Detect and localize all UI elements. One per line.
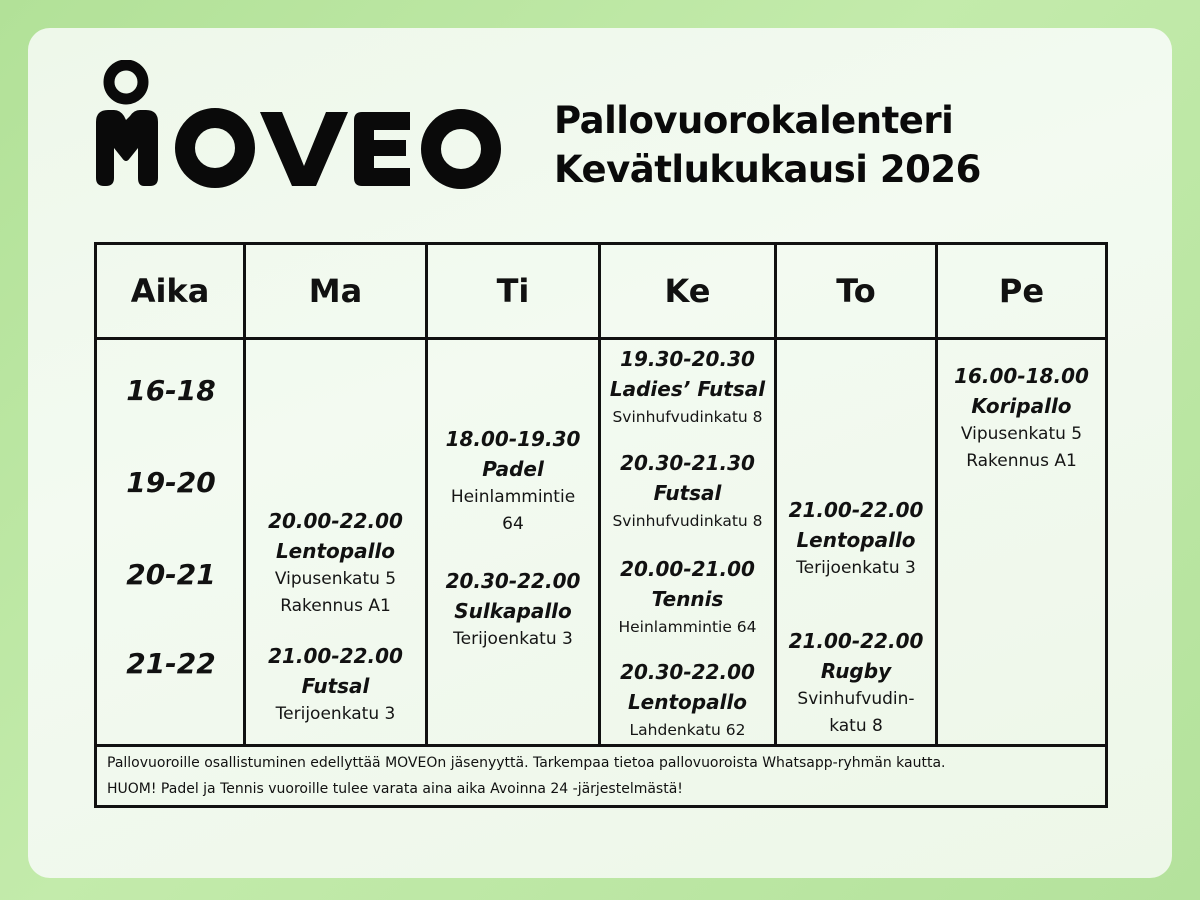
- session-sport: Lentopallo: [627, 690, 748, 714]
- session-address: Svinhufvudinkatu 8: [612, 408, 763, 426]
- schedule-table: [94, 242, 1108, 808]
- session-pe-koripallo: [938, 361, 1105, 475]
- session-time: 21.00-22.00: [268, 644, 403, 668]
- footer-booking-note: HUOM! Padel ja Tennis vuoroille tulee varata aina aika Avoinna 24 -järjestelmästä!: [107, 781, 683, 797]
- session-time: 20.00-22.00: [268, 509, 403, 533]
- session-ti-padel: [428, 424, 598, 538]
- session-address: Terijoenkatu 3: [453, 629, 573, 649]
- time-slot: 19-20: [126, 466, 216, 499]
- session-sport: Futsal: [653, 481, 722, 505]
- session-address: Svinhufvudinkatu 8: [612, 512, 763, 530]
- session-to-lentopallo: [777, 495, 935, 582]
- header-aika: Aika: [130, 272, 210, 310]
- header-divider: [97, 337, 1105, 340]
- session-time: 20.00-21.00: [620, 557, 755, 581]
- session-ke-ladies-futsal: [601, 344, 774, 431]
- session-sport: Rugby: [820, 659, 892, 683]
- header-ma: Ma: [308, 272, 363, 310]
- session-ke-lentopallo: [601, 657, 774, 744]
- session-ma-lentopallo: [246, 506, 425, 620]
- session-address: Heinlammintie: [450, 487, 576, 507]
- session-ke-tennis: [601, 554, 774, 641]
- time-slot: 20-21: [126, 558, 216, 591]
- session-time: 21.00-22.00: [788, 498, 924, 522]
- session-time: 21.00-22.00: [788, 629, 924, 653]
- footer-divider: [97, 744, 1105, 747]
- session-address: Lahdenkatu 62: [629, 721, 746, 739]
- header-ti: Ti: [496, 272, 530, 310]
- moveo-logo: [92, 60, 512, 190]
- session-address: Rakennus A1: [280, 596, 391, 616]
- session-ke-futsal: [601, 448, 774, 535]
- session-sport: Padel: [482, 457, 544, 481]
- header-ke: Ke: [664, 272, 711, 310]
- time-slot: 16-18: [126, 374, 216, 407]
- session-to-rugby: [777, 626, 935, 740]
- session-time: 18.00-19.30: [445, 427, 581, 451]
- moveo-logo-graphic: [92, 60, 512, 190]
- session-time: 20.30-22.00: [620, 660, 755, 684]
- session-sport: Koripallo: [971, 394, 1072, 418]
- session-ti-sulkapallo: [428, 566, 598, 653]
- session-address: Vipusenkatu 5: [274, 569, 397, 589]
- session-address: Vipusenkatu 5: [960, 424, 1083, 444]
- session-sport: Futsal: [301, 674, 370, 698]
- session-ma-futsal: [246, 641, 425, 728]
- session-address: Heinlammintie 64: [618, 618, 757, 636]
- session-sport: Lentopallo: [796, 528, 916, 552]
- session-address: Terijoenkatu 3: [275, 704, 396, 724]
- header-to: To: [836, 272, 876, 310]
- header-pe: Pe: [998, 272, 1045, 310]
- session-address: Terijoenkatu 3: [796, 558, 916, 578]
- person-icon: [109, 65, 143, 99]
- title-line-2: Kevätlukukausi 2026: [554, 148, 981, 191]
- session-time: 20.30-21.30: [620, 451, 755, 475]
- session-address: Rakennus A1: [966, 451, 1077, 471]
- footer-membership-note: Pallovuoroille osallistuminen edellyttää MOVEOn jäsenyyttä. Tarkempaa tietoa pallovuoroista Whatsapp-ryhmän kautta.: [107, 755, 946, 771]
- session-sport: Lentopallo: [275, 539, 396, 563]
- session-sport: Ladies’ Futsal: [609, 377, 766, 401]
- page-title: [554, 96, 981, 194]
- session-time: 20.30-22.00: [445, 569, 581, 593]
- title-line-1: Pallovuorokalenteri: [554, 99, 954, 142]
- session-address: Svinhufvudin-: [797, 689, 915, 709]
- session-address: 64: [502, 514, 524, 534]
- session-time: 16.00-18.00: [954, 364, 1089, 388]
- session-sport: Sulkapallo: [454, 599, 572, 623]
- session-time: 19.30-20.30: [620, 347, 755, 371]
- session-sport: Tennis: [651, 587, 724, 611]
- time-slot: 21-22: [126, 647, 216, 680]
- footer-notes: [107, 750, 1097, 802]
- session-address: katu 8: [829, 716, 883, 736]
